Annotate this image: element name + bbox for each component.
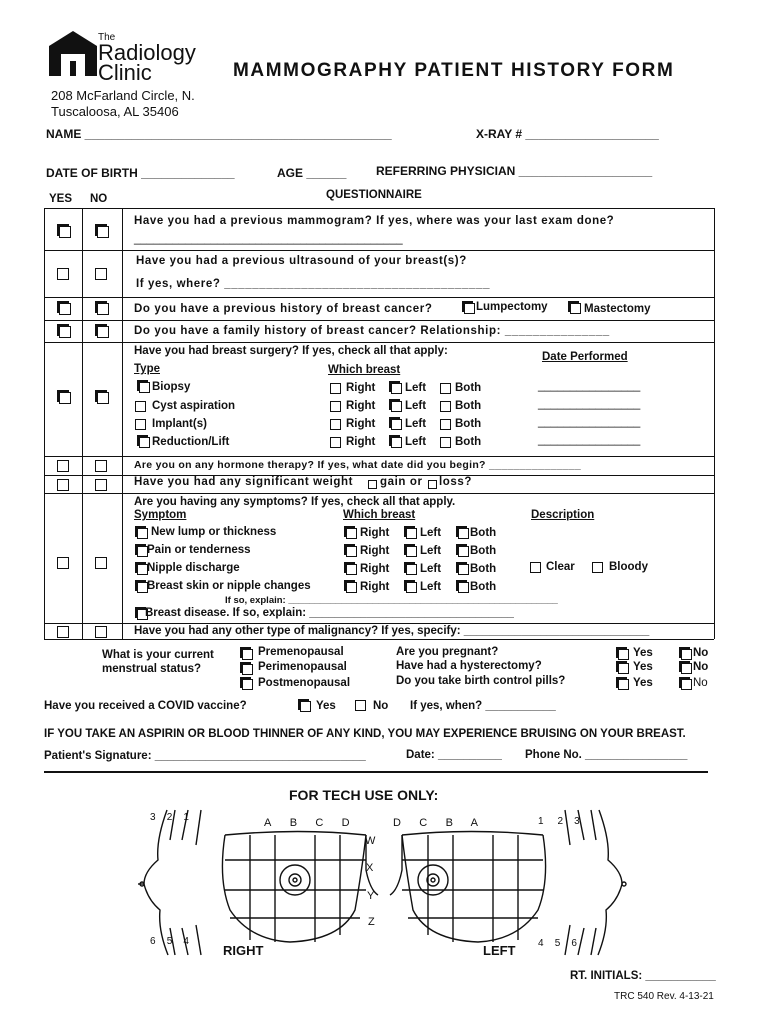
age-field[interactable]: AGE ______ xyxy=(277,166,347,180)
hysterectomy-yes-label: Yes xyxy=(633,661,653,673)
skin-right-checkbox[interactable] xyxy=(346,582,357,593)
q6-no-checkbox[interactable] xyxy=(95,460,107,472)
postmenopausal-checkbox[interactable] xyxy=(242,679,253,690)
logo-text-clinic: Clinic xyxy=(98,60,152,85)
pain-left-checkbox[interactable] xyxy=(406,546,417,557)
q7-weight-change-question: Have you had any significant weight xyxy=(134,476,354,488)
cyst-aspiration-checkbox[interactable] xyxy=(135,401,146,412)
new-lump-left-checkbox[interactable] xyxy=(406,528,417,539)
q5-breast-surgery-question: Have you had breast surgery? If yes, check all that apply: xyxy=(134,345,448,357)
q8-symptoms-question: Are you having any symptoms? If yes, check all that apply. xyxy=(134,496,456,508)
q3-yes-checkbox[interactable] xyxy=(59,303,71,315)
lumpectomy-label: Lumpectomy xyxy=(476,301,548,313)
clinic-logo-icon xyxy=(45,28,101,80)
lq-b: B xyxy=(445,817,453,829)
cyst-right-checkbox[interactable] xyxy=(330,401,341,412)
reduction-both-checkbox[interactable] xyxy=(440,437,451,448)
new-lump-right-checkbox[interactable] xyxy=(346,528,357,539)
cyst-both-label: Both xyxy=(455,400,482,412)
tech-use-title: FOR TECH USE ONLY: xyxy=(289,787,439,803)
reduction-lift-label: Reduction/Lift xyxy=(152,436,230,448)
no-column-header: NO xyxy=(90,193,108,205)
rb-5: 5 xyxy=(166,936,173,947)
cyst-left-label: Left xyxy=(405,400,427,412)
covid-vaccine-question: Have you received a COVID vaccine? xyxy=(44,700,247,712)
rt-3: 3 xyxy=(150,812,156,823)
skin-changes-label: Breast skin or nipple changes xyxy=(147,580,311,592)
lq-d: D xyxy=(393,817,401,829)
lb-6: 6 xyxy=(571,938,577,949)
discharge-left-label: Left xyxy=(420,563,442,575)
lb-5: 5 xyxy=(554,938,561,949)
q7-no-checkbox[interactable] xyxy=(95,479,107,491)
birth-control-no-checkbox[interactable] xyxy=(681,679,692,690)
skin-both-label: Both xyxy=(470,581,497,593)
discharge-right-checkbox[interactable] xyxy=(346,564,357,575)
birth-control-question: Do you take birth control pills? xyxy=(396,675,566,687)
q2-yes-checkbox[interactable] xyxy=(57,268,69,280)
premenopausal-checkbox[interactable] xyxy=(242,649,253,660)
aspirin-warning: IF YOU TAKE AN ASPIRIN OR BLOOD THINNER OF ANY KIND, YOU MAY EXPERIENCE BRUISING ON YOUR BREAST. xyxy=(44,728,686,740)
birth-control-yes-label: Yes xyxy=(633,677,653,689)
q9-yes-checkbox[interactable] xyxy=(57,626,69,638)
q2-no-checkbox[interactable] xyxy=(95,268,107,280)
reduction-left-label: Left xyxy=(405,436,427,448)
lq-a: A xyxy=(470,817,479,829)
biopsy-left-checkbox[interactable] xyxy=(391,383,402,394)
logo-text-the: The xyxy=(98,32,116,43)
premenopausal-label: Premenopausal xyxy=(258,646,344,658)
cyst-both-checkbox[interactable] xyxy=(440,401,451,412)
surgery-which-breast-header: Which breast xyxy=(328,364,401,376)
address-line-2: Tuscaloosa, AL 35406 xyxy=(51,104,179,119)
q2-previous-ultrasound-question: Have you had a previous ultrasound of your breast(s)? xyxy=(136,255,467,267)
q9-no-checkbox[interactable] xyxy=(95,626,107,638)
left-quadrant-letters xyxy=(393,817,478,829)
rq-d: D xyxy=(341,817,350,829)
q8-no-checkbox[interactable] xyxy=(95,557,107,569)
form-revision: TRC 540 Rev. 4-13-21 xyxy=(614,991,714,1002)
rt-1: 1 xyxy=(183,812,189,823)
covid-when-field[interactable]: If yes, when? ___________ xyxy=(410,700,556,712)
q1-answer-line[interactable]: __________________________________________ xyxy=(134,233,403,245)
biopsy-label: Biopsy xyxy=(152,381,191,393)
cyst-right-label: Right xyxy=(346,400,376,412)
center-letter-y: Y xyxy=(367,890,375,902)
new-lump-left-label: Left xyxy=(420,527,442,539)
logo-text-radiology: Radiology xyxy=(98,40,196,65)
implants-left-checkbox[interactable] xyxy=(391,419,402,430)
questionnaire-header: QUESTIONNAIRE xyxy=(326,189,422,201)
lt-1: 1 xyxy=(538,816,544,827)
pain-both-label: Both xyxy=(470,545,497,557)
q4-yes-checkbox[interactable] xyxy=(59,326,71,338)
referring-physician-field[interactable]: REFERRING PHYSICIAN ____________________ xyxy=(376,164,653,178)
new-lump-checkbox[interactable] xyxy=(137,528,148,539)
skin-left-label: Left xyxy=(420,581,442,593)
date-performed-header: Date Performed xyxy=(542,351,628,363)
discharge-both-checkbox[interactable] xyxy=(458,564,469,575)
new-lump-right-label: Right xyxy=(360,527,390,539)
surgery-type-header: Type xyxy=(134,363,160,375)
lt-3: 3 xyxy=(574,816,580,827)
center-letter-x: X xyxy=(366,862,374,874)
skin-left-checkbox[interactable] xyxy=(406,582,417,593)
discharge-clear-label: Clear xyxy=(546,561,575,573)
q7-yes-checkbox[interactable] xyxy=(57,479,69,491)
biopsy-right-label: Right xyxy=(346,382,376,394)
biopsy-date-line[interactable]: ________________ xyxy=(538,380,641,392)
hysterectomy-question: Have had a hysterectomy? xyxy=(396,660,542,672)
pregnant-yes-checkbox[interactable] xyxy=(618,649,629,660)
description-header: Description xyxy=(531,509,595,521)
hysterectomy-no-label: No xyxy=(693,661,709,673)
breast-disease-field[interactable]: Breast disease. If so, explain: ________________________________ xyxy=(145,607,514,619)
xray-field[interactable]: X-RAY # ____________________ xyxy=(476,127,659,141)
biopsy-checkbox[interactable] xyxy=(139,382,150,393)
reduction-right-label: Right xyxy=(346,436,376,448)
implants-both-label: Both xyxy=(455,418,482,430)
implants-date-line[interactable]: ________________ xyxy=(538,416,641,428)
perimenopausal-label: Perimenopausal xyxy=(258,661,347,673)
hysterectomy-no-checkbox[interactable] xyxy=(681,663,692,674)
pain-both-checkbox[interactable] xyxy=(458,546,469,557)
right-breast-label: RIGHT xyxy=(223,943,264,958)
q3-no-checkbox[interactable] xyxy=(97,303,109,315)
biopsy-both-checkbox[interactable] xyxy=(440,383,451,394)
center-letter-z: Z xyxy=(368,916,375,928)
rt-2: 2 xyxy=(166,812,173,823)
rq-c: C xyxy=(315,817,324,829)
discharge-left-checkbox[interactable] xyxy=(406,564,417,575)
lq-c: C xyxy=(419,817,428,829)
q1-yes-checkbox[interactable] xyxy=(59,226,71,238)
discharge-right-label: Right xyxy=(360,563,390,575)
q4-no-checkbox[interactable] xyxy=(97,326,109,338)
birth-control-yes-checkbox[interactable] xyxy=(618,679,629,690)
pain-right-label: Right xyxy=(360,545,390,557)
rb-4: 4 xyxy=(183,936,189,947)
form-title: MAMMOGRAPHY PATIENT HISTORY FORM xyxy=(233,60,675,81)
covid-yes-label: Yes xyxy=(316,700,336,712)
new-lump-label: New lump or thickness xyxy=(151,526,277,538)
pain-left-label: Left xyxy=(420,545,442,557)
new-lump-both-label: Both xyxy=(470,527,497,539)
reduction-date-line[interactable]: ________________ xyxy=(538,434,641,446)
implants-right-checkbox[interactable] xyxy=(330,419,341,430)
left-side-bottom-numbers xyxy=(538,938,577,949)
birth-control-no-label: No xyxy=(693,677,708,689)
discharge-bloody-checkbox[interactable] xyxy=(592,562,603,573)
discharge-clear-checkbox[interactable] xyxy=(530,562,541,573)
pregnant-yes-label: Yes xyxy=(633,647,653,659)
left-side-top-numbers xyxy=(538,816,580,827)
reduction-lift-checkbox[interactable] xyxy=(139,437,150,448)
weight-loss-label: loss? xyxy=(439,476,473,488)
mastectomy-label: Mastectomy xyxy=(584,303,651,315)
right-side-bottom-numbers xyxy=(150,936,189,947)
symptom-which-breast-header: Which breast xyxy=(343,509,416,521)
biopsy-right-checkbox[interactable] xyxy=(330,383,341,394)
q8-yes-checkbox[interactable] xyxy=(57,557,69,569)
lb-4: 4 xyxy=(538,938,544,949)
skin-both-checkbox[interactable] xyxy=(458,582,469,593)
left-breast-label: LEFT xyxy=(483,943,516,958)
rq-b: B xyxy=(289,817,298,829)
q5-yes-checkbox[interactable] xyxy=(59,392,71,404)
discharge-bloody-label: Bloody xyxy=(609,561,648,573)
lumpectomy-checkbox[interactable] xyxy=(464,303,475,314)
mastectomy-checkbox[interactable] xyxy=(570,303,581,314)
covid-no-checkbox[interactable] xyxy=(355,700,366,711)
covid-no-label: No xyxy=(373,700,389,712)
q6-hormone-therapy-question: Are you on any hormone therapy? If yes, what date did you begin? _______________ xyxy=(134,459,582,471)
menstrual-status-question-line1: What is your current xyxy=(102,649,214,661)
weight-loss-checkbox[interactable] xyxy=(428,480,437,489)
pregnant-no-checkbox[interactable] xyxy=(681,649,692,660)
rb-6: 6 xyxy=(150,936,156,947)
skin-changes-explain-field[interactable]: If so, explain: ___________________________________________________ xyxy=(225,595,558,606)
cyst-left-checkbox[interactable] xyxy=(391,401,402,412)
patient-signature-field[interactable]: Patient's Signature: _________________________________ xyxy=(44,750,366,762)
pain-label: Pain or tenderness xyxy=(147,544,251,556)
pain-right-checkbox[interactable] xyxy=(346,546,357,557)
skin-right-label: Right xyxy=(360,581,390,593)
biopsy-both-label: Both xyxy=(455,382,482,394)
q9-other-malignancy-question: Have you had any other type of malignancy? If yes, specify: _____________________________ xyxy=(134,625,650,637)
implants-label: Implant(s) xyxy=(152,418,207,430)
menstrual-status-question-line2: menstrual status? xyxy=(102,663,202,675)
discharge-both-label: Both xyxy=(470,563,497,575)
address-line-1: 208 McFarland Circle, N. xyxy=(51,88,195,103)
q6-yes-checkbox[interactable] xyxy=(57,460,69,472)
name-field[interactable]: NAME ______________________________________________ xyxy=(46,127,392,141)
weight-gain-checkbox[interactable] xyxy=(368,480,377,489)
q3-breast-cancer-history-question: Do you have a previous history of breast cancer? xyxy=(134,303,433,315)
right-side-top-numbers xyxy=(150,812,189,823)
implants-left-label: Left xyxy=(405,418,427,430)
dob-field[interactable]: DATE OF BIRTH ______________ xyxy=(46,166,235,180)
reduction-left-checkbox[interactable] xyxy=(391,437,402,448)
implants-both-checkbox[interactable] xyxy=(440,419,451,430)
implants-right-label: Right xyxy=(346,418,376,430)
covid-yes-checkbox[interactable] xyxy=(300,701,311,712)
implants-checkbox[interactable] xyxy=(135,419,146,430)
perimenopausal-checkbox[interactable] xyxy=(242,664,253,675)
center-letter-w: W xyxy=(365,835,376,847)
symptom-header: Symptom xyxy=(134,509,187,521)
lt-2: 2 xyxy=(557,816,564,827)
tech-section-divider xyxy=(44,771,708,773)
cyst-aspiration-label: Cyst aspiration xyxy=(152,400,236,412)
right-quadrant-letters xyxy=(264,817,350,829)
q4-family-history-question: Do you have a family history of breast cancer? Relationship: _______________ xyxy=(134,325,610,337)
nipple-discharge-label: Nipple discharge xyxy=(147,562,240,574)
pregnant-no-label: No xyxy=(693,647,709,659)
weight-gain-label: gain or xyxy=(380,476,423,488)
q1-no-checkbox[interactable] xyxy=(97,226,109,238)
reduction-right-checkbox[interactable] xyxy=(330,437,341,448)
phone-field[interactable]: Phone No. ________________ xyxy=(525,749,688,761)
yes-column-header: YES xyxy=(49,193,73,205)
cyst-date-line[interactable]: ________________ xyxy=(538,398,641,410)
q5-no-checkbox[interactable] xyxy=(97,392,109,404)
biopsy-left-label: Left xyxy=(405,382,427,394)
hysterectomy-yes-checkbox[interactable] xyxy=(618,663,629,674)
postmenopausal-label: Postmenopausal xyxy=(258,677,351,689)
q1-previous-mammogram-question: Have you had a previous mammogram? If yes, where was your last exam done? xyxy=(134,215,615,227)
pregnant-question: Are you pregnant? xyxy=(396,646,499,658)
signature-date-field[interactable]: Date: __________ xyxy=(406,749,502,761)
new-lump-both-checkbox[interactable] xyxy=(458,528,469,539)
q2-where-field[interactable]: If yes, where? ______________________________________ xyxy=(136,278,491,290)
rt-initials-field[interactable]: RT. INITIALS: ___________ xyxy=(570,970,716,982)
reduction-both-label: Both xyxy=(455,436,482,448)
rq-a: A xyxy=(264,817,272,829)
